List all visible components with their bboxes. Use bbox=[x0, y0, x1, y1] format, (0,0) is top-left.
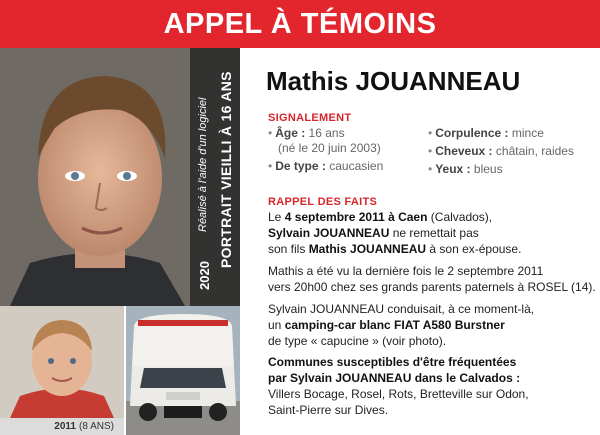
child-photo bbox=[0, 306, 124, 418]
faits-paragraph-1 bbox=[268, 209, 598, 257]
sig-cheveux bbox=[428, 144, 598, 159]
p1-text-e: ne remettait pas bbox=[389, 226, 479, 240]
p4-line-3: Villers Bocage, Rosel, Rots, Bretteville sur Odon, bbox=[268, 387, 529, 401]
sig-age-label: Âge : bbox=[275, 126, 306, 140]
p3-line-1: Sylvain JOUANNEAU conduisait, à ce moment-là, bbox=[268, 302, 535, 316]
p3-text-b: un bbox=[268, 318, 285, 332]
signalement-right-column bbox=[428, 126, 598, 180]
header-title: APPEL À TÉMOINS bbox=[163, 7, 437, 40]
p4-line-2: par Sylvain JOUANNEAU dans le Calvados : bbox=[268, 371, 521, 385]
bullet-icon: • bbox=[268, 159, 273, 173]
sig-yeux bbox=[428, 162, 598, 177]
signalement-heading: SIGNALEMENT bbox=[268, 112, 352, 124]
camper-van-image bbox=[126, 306, 240, 435]
p1-text-a: Le bbox=[268, 210, 285, 224]
portrait-year: 2020 bbox=[197, 261, 212, 290]
portrait-label: PORTRAIT VIEILLI À 16 ANS bbox=[218, 71, 234, 268]
child-caption-year: 2011 bbox=[54, 421, 76, 432]
faits-paragraph-3 bbox=[268, 301, 598, 349]
p2-line-1: Mathis a été vu la dernière fois le 2 septembre 2011 bbox=[268, 264, 544, 278]
p1-text-h: à son ex-épouse. bbox=[426, 242, 522, 256]
p3-vehicle: camping-car blanc FIAT A580 Burstner bbox=[284, 318, 505, 332]
p1-father-name: Sylvain JOUANNEAU bbox=[268, 226, 390, 240]
faits-paragraph-2 bbox=[268, 263, 598, 295]
sig-corpulence bbox=[428, 126, 598, 141]
sig-age-value: 16 ans bbox=[308, 126, 345, 140]
signalement-left-column bbox=[268, 126, 428, 177]
p4-line-4: Saint-Pierre sur Dives. bbox=[268, 403, 389, 417]
sig-corpulence-value: mince bbox=[511, 126, 544, 140]
p1-text-f: son fils bbox=[268, 242, 309, 256]
child-photo-image bbox=[0, 306, 124, 418]
bullet-icon: • bbox=[428, 144, 433, 158]
sig-age bbox=[268, 126, 428, 141]
software-note: Réalisé à l'aide d'un logiciel bbox=[197, 97, 209, 232]
bullet-icon: • bbox=[428, 162, 433, 176]
p3-line-3: de type « capucine » (voir photo). bbox=[268, 334, 447, 348]
camper-photo bbox=[126, 306, 240, 435]
faits-paragraph-4 bbox=[268, 354, 598, 418]
sig-cheveux-label: Cheveux : bbox=[435, 144, 493, 158]
sig-type bbox=[268, 159, 428, 174]
p1-text-c: (Calvados), bbox=[427, 210, 493, 224]
person-name: Mathis JOUANNEAU bbox=[266, 66, 521, 96]
sig-type-value: caucasien bbox=[329, 159, 384, 173]
sig-cheveux-value: châtain, raides bbox=[495, 144, 574, 158]
p2-line-2: vers 20h00 chez ses grands parents paternels à ROSEL (14). bbox=[268, 280, 596, 294]
sig-corpulence-label: Corpulence : bbox=[435, 126, 509, 140]
child-photo-caption bbox=[0, 418, 124, 435]
bullet-icon: • bbox=[268, 126, 273, 140]
sig-yeux-value: bleus bbox=[473, 162, 503, 176]
bullet-icon: • bbox=[428, 126, 433, 140]
sig-yeux-label: Yeux : bbox=[435, 162, 471, 176]
sig-type-label: De type : bbox=[275, 159, 326, 173]
child-caption-age: (8 ANS) bbox=[78, 421, 114, 432]
header-banner bbox=[0, 0, 600, 48]
sig-age-sub: (né le 20 juin 2003) bbox=[278, 141, 381, 155]
p1-son-name: Mathis JOUANNEAU bbox=[308, 242, 427, 256]
faits-heading: RAPPEL DES FAITS bbox=[268, 196, 378, 208]
p1-date-place: 4 septembre 2011 à Caen bbox=[284, 210, 428, 224]
p4-line-1: Communes susceptibles d'être fréquentées bbox=[268, 355, 517, 369]
